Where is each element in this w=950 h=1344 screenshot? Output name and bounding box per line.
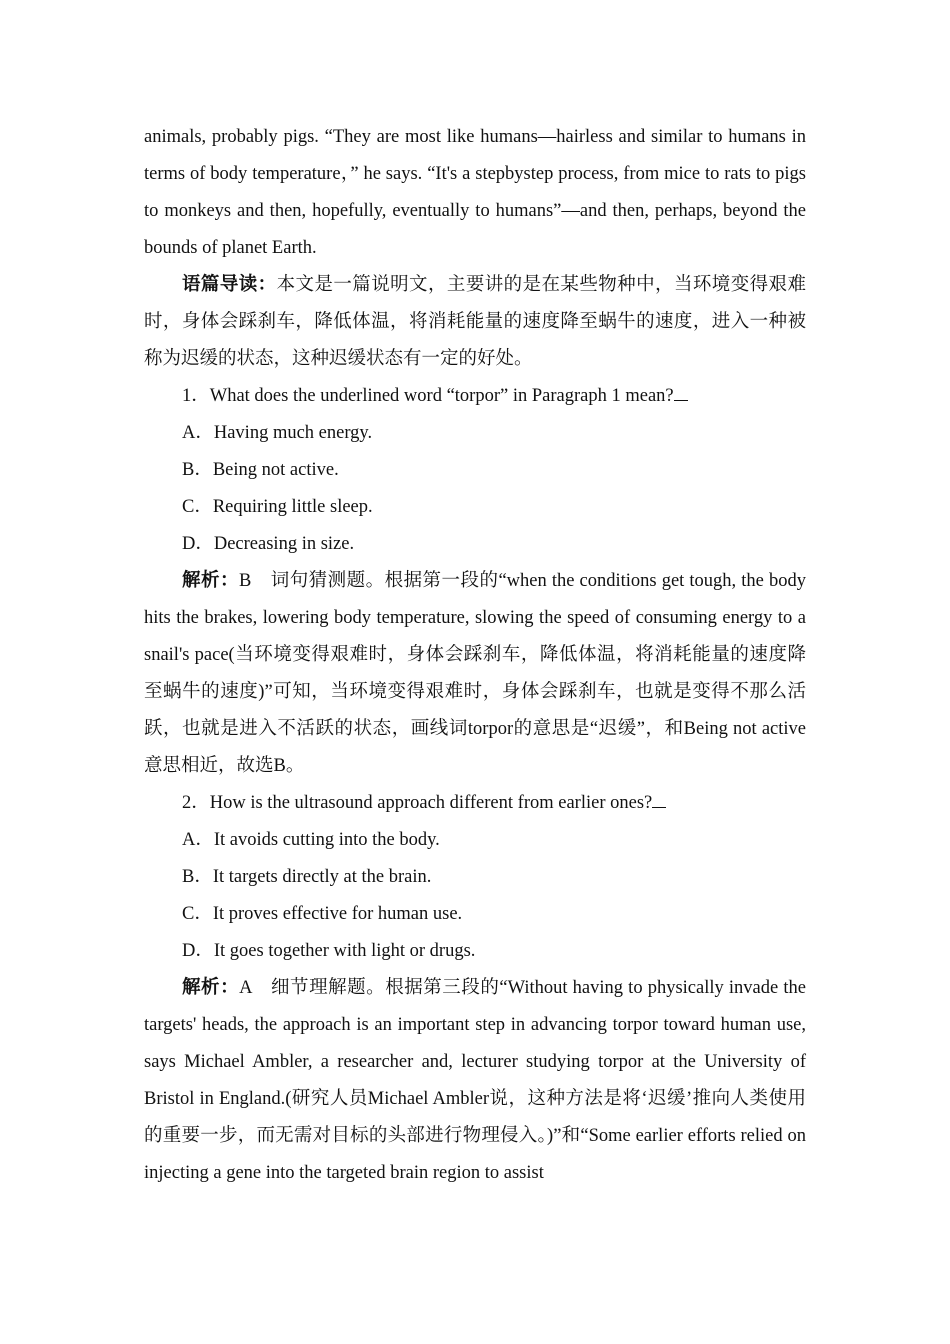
document-content	[144, 119, 806, 1192]
answer-blank[interactable]	[652, 793, 666, 808]
question-2-option-d: D．It goes together with light or drugs.	[182, 941, 476, 961]
question-1-option-b: B．Being not active.	[182, 460, 339, 480]
question-1-analysis	[144, 563, 806, 785]
analysis-label: 解析：	[182, 571, 239, 591]
guide-text: 本文是一篇说明文，主要讲的是在某些物种中，当环境变得艰难时，身体会踩刹车，降低体温，将消耗能量的速度降至蜗牛的速度，进入一种被称为迟缓的状态，这种迟缓状态有一定的好处。	[144, 275, 806, 369]
reading-guide	[144, 267, 806, 378]
question-2-option-a: A．It avoids cutting into the body.	[182, 830, 440, 850]
question-2-option-b: B．It targets directly at the brain.	[182, 867, 432, 887]
question-1-stem	[144, 378, 806, 415]
question-2-option-c: C．It proves effective for human use.	[182, 904, 463, 924]
passage-paragraph: animals, probably pigs. “They are most like humans—hairless and similar to humans in terms of body temperature，” he says. “It's a stepbystep process, from mice to rats to pigs to monkeys and then, hopefully, eventually to humans”—and then, perhaps, beyond the bounds of planet Earth.	[144, 127, 806, 258]
question-1-text: 1．What does the underlined word “torpor” in Paragraph 1 mean?	[182, 386, 674, 406]
guide-label: 语篇导读：	[182, 275, 277, 295]
question-2-stem	[144, 785, 806, 822]
question-2-text: 2．How is the ultrasound approach different from earlier ones?	[182, 793, 653, 813]
question-1-option-d: D．Decreasing in size.	[182, 534, 355, 554]
answer-blank[interactable]	[674, 386, 688, 401]
question-1-option-a: A．Having much energy.	[182, 423, 373, 443]
question-2-analysis	[144, 970, 806, 1192]
analysis-label: 解析：	[182, 978, 240, 998]
analysis-text: A 细节理解题。根据第三段的“Without having to physically invade the targets' heads, the approach is an important step in advancing torpor toward human use, says Michael Ambler, a researcher and, lecturer studying torpor at the University of Bristol in England.(研究人员Michael Ambler说，这种方法是将‘迟缓’推向人类使用的重要一步，而无需对目标的头部进行物理侵入。)”和“Some earlier efforts relied on injecting a gene into the targeted brain region to assist	[144, 978, 806, 1183]
analysis-text: B 词句猜测题。根据第一段的“when the conditions get tough, the body hits the brakes, lowering body temperature, slowing the speed of consuming energy to a snail's pace(当环境变得艰难时，身体会踩刹车，降低体温，将消耗能量的速度降至蜗牛的速度)”可知，当环境变得艰难时，身体会踩刹车，也就是变得不那么活跃，也就是进入不活跃的状态，画线词torpor的意思是“迟缓”，和Being not active意思相近，故选B。	[144, 571, 806, 776]
question-1-option-c: C．Requiring little sleep.	[182, 497, 373, 517]
